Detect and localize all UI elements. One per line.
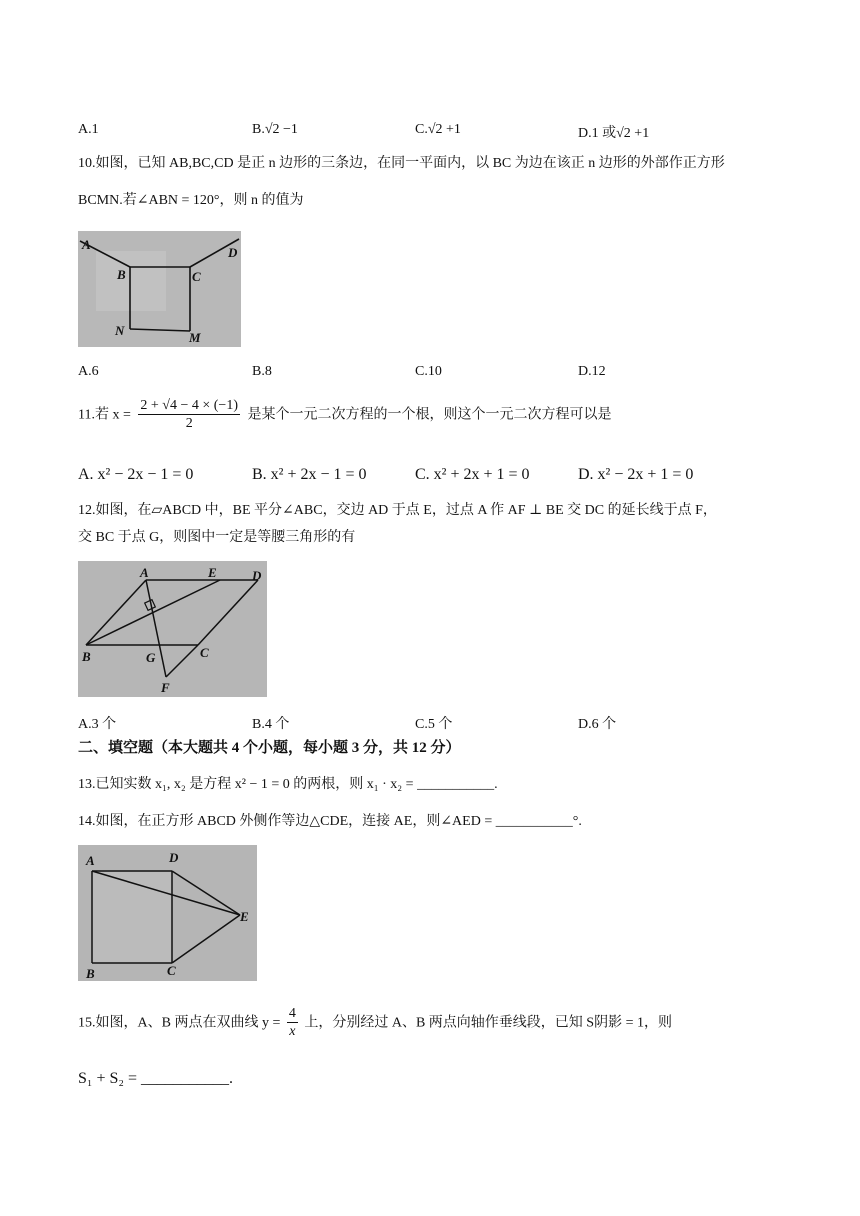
q15-frac-den: x <box>289 1024 296 1039</box>
q12-option-b: B.4 个 <box>252 717 290 732</box>
q10-label-n: N <box>115 323 125 338</box>
q14-label-d: D <box>169 850 179 865</box>
q9-option-d: D.1 或√2 +1 <box>578 126 650 141</box>
q10-line1: 10.如图，已知 AB,BC,CD 是正 n 边形的三条边，在同一平面内，以 BC 为边在该正 n 边形的外部作正方形 <box>78 156 725 171</box>
q15-suffix: 上，分别经过 A、B 两点向轴作垂线段，已知 S阴影 = 1，则 <box>304 1015 672 1031</box>
q10-label-b: B <box>117 267 126 282</box>
q10-line2: BCMN.若∠ABN = 120°，则 n 的值为 <box>78 193 304 208</box>
q12-label-c: C <box>200 645 209 660</box>
q10-label-a: A <box>82 237 91 252</box>
q11-numerator: 2 + √4 − 4 × (−1) <box>140 398 238 413</box>
q11-denominator: 2 <box>185 416 193 431</box>
q10-label-c: C <box>192 269 201 284</box>
q14-figure <box>78 845 257 981</box>
q11-suffix: 是某个一元二次方程的一个根，则这个一元二次方程可以是 <box>247 407 612 423</box>
q10-label-m: M <box>189 330 201 345</box>
q10-figure <box>78 231 241 347</box>
q14-label-a: A <box>86 853 95 868</box>
q15-prefix: 15.如图，A、B 两点在双曲线 y = <box>78 1015 281 1031</box>
q10-label-d: D <box>228 245 238 260</box>
q11-stem <box>78 398 611 433</box>
q12-label-e: E <box>208 565 217 580</box>
q15-frac-num: 4 <box>288 1006 296 1021</box>
q14-label-c: C <box>167 963 176 978</box>
q9-option-b: B.√2 −1 <box>252 122 298 137</box>
q9-option-c: C.√2 +1 <box>415 122 461 137</box>
q12-label-a: A <box>140 565 149 580</box>
q12-option-d: D.6 个 <box>578 717 617 732</box>
q14-label-e: E <box>240 909 249 924</box>
q15-fraction <box>287 1006 298 1041</box>
q15-line1 <box>78 1006 672 1041</box>
q11-option-d: D. x² − 2x + 1 = 0 <box>578 466 694 483</box>
q11-option-b: B. x² + 2x − 1 = 0 <box>252 466 367 483</box>
q12-line1: 12.如图，在▱ABCD 中，BE 平分∠ABC，交边 AD 于点 E，过点 A 作 AF ⊥ BE 交 DC 的延长线于点 F， <box>78 503 717 518</box>
section-2-heading: 二、填空题（本大题共 4 个小题，每小题 3 分，共 12 分） <box>78 740 461 756</box>
q12-option-a: A.3 个 <box>78 717 117 732</box>
q10-option-d: D.12 <box>578 364 606 379</box>
q12-label-b: B <box>82 649 91 664</box>
q11-prefix: 11.若 x = <box>78 407 131 423</box>
q9-option-a: A.1 <box>78 122 99 137</box>
q11-option-c: C. x² + 2x + 1 = 0 <box>415 466 530 483</box>
q15-line2: S₁ + S₂ = ___________. <box>78 1070 233 1087</box>
q12-label-g: G <box>146 650 156 665</box>
q10-option-b: B.8 <box>252 364 272 379</box>
q10-option-a: A.6 <box>78 364 99 379</box>
q12-figure <box>78 561 267 697</box>
q12-label-f: F <box>161 680 170 695</box>
q12-option-c: C.5 个 <box>415 717 453 732</box>
q12-label-d: D <box>252 568 262 583</box>
q14-label-b: B <box>86 966 95 981</box>
q13-text: 13.已知实数 x₁, x₂ 是方程 x² − 1 = 0 的两根，则 x₁ · x₂ = ___________. <box>78 777 498 792</box>
q10-option-c: C.10 <box>415 364 442 379</box>
q14-text: 14.如图，在正方形 ABCD 外侧作等边△CDE，连接 AE，则∠AED = ___________°. <box>78 814 582 829</box>
q11-option-a: A. x² − 2x − 1 = 0 <box>78 466 194 483</box>
q12-line2: 交 BC 于点 G，则图中一定是等腰三角形的有 <box>78 530 356 545</box>
q11-fraction <box>138 398 240 433</box>
